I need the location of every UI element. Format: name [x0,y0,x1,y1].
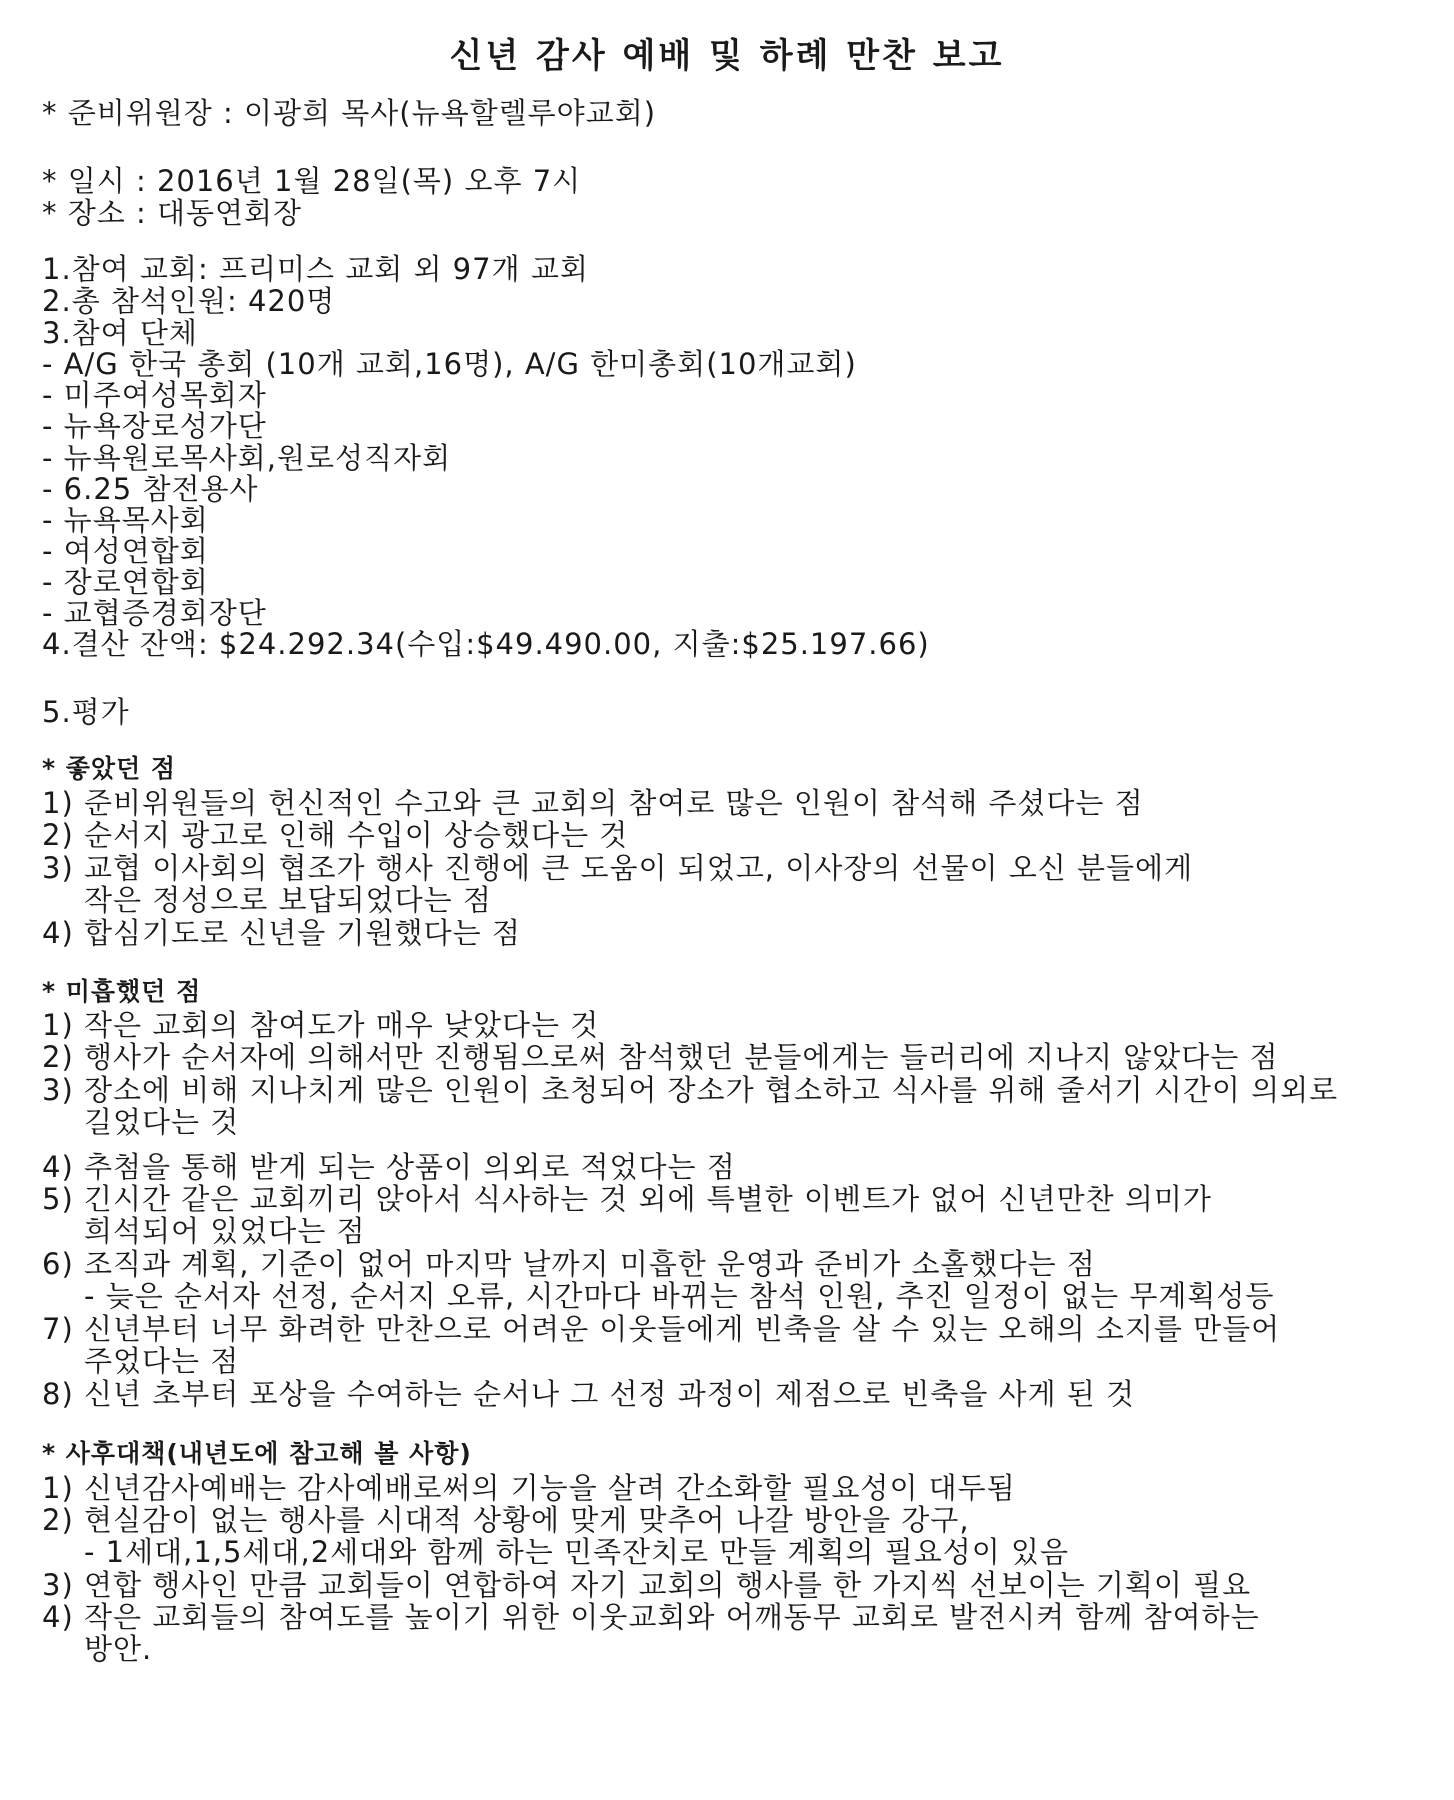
list-item: 2.총 참석인원: 420명 [42,284,336,318]
good-item: 4) 합심기도로 신년을 기원했다는 점 [42,916,521,950]
good-item: 1) 준비위원들의 헌신적인 수고와 큰 교회의 참여로 많은 인원이 참석해 주셨다는 점 [42,786,1144,820]
list-item: - 뉴욕목사회 [42,503,209,537]
plan-item-continuation: 방안. [84,1632,153,1666]
good-item: 3) 교협 이사회의 협조가 행사 진행에 큰 도움이 되었고, 이사장의 선물이 오신 분들에게 [42,851,1194,885]
date-line: * 일시 : 2016년 1월 28일(목) 오후 7시 [42,164,582,198]
list-item: - 미주여성목회자 [42,378,267,412]
list-item: - 장로연합회 [42,565,209,599]
plan-item: 3) 연합 행사인 만큼 교회들이 연합하여 자기 교회의 행사를 한 가지씩 선보이는 기획이 필요 [42,1568,1252,1602]
good-heading: * 좋았던 점 [42,754,177,783]
bad-item: 5) 긴시간 같은 교회끼리 앉아서 식사하는 것 외에 특별한 이벤트가 없어 신년만찬 의미가 [42,1182,1212,1216]
plan-item: 4) 작은 교회들의 참여도를 높이기 위한 이웃교회와 어깨동무 교회로 발전시켜 함께 참여하는 [42,1600,1260,1634]
bad-item: 6) 조직과 계획, 기준이 없어 마지막 날까지 미흡한 운영과 준비가 소홀했다는 점 [42,1247,1096,1281]
good-item: 2) 순서지 광고로 인해 수입이 상승했다는 것 [42,818,629,852]
bad-item-continuation: 주었다는 점 [84,1344,240,1378]
list-item: 1.참여 교회: 프리미스 교회 외 97개 교회 [42,252,589,286]
bad-item: 8) 신년 초부터 포상을 수여하는 순서나 그 선정 과정이 제점으로 빈축을 사게 된 것 [42,1377,1136,1411]
evaluation-heading: 5.평가 [42,695,130,729]
document-title: 신년 감사 예배 및 하례 만찬 보고 [449,36,1005,76]
plan-item: 1) 신년감사예배는 감사예배로써의 기능을 살려 간소화할 필요성이 대두됨 [42,1471,1016,1505]
plan-heading: * 사후대책(내년도에 참고해 볼 사항) [42,1439,472,1468]
bad-item: 4) 추첨을 통해 받게 되는 상품이 의외로 적었다는 점 [42,1150,736,1184]
place-line: * 장소 : 대동연회장 [42,196,303,230]
bad-item: 7) 신년부터 너무 화려한 만찬으로 어려운 이웃들에게 빈축을 살 수 있는 오해의 소지를 만들어 [42,1312,1281,1346]
list-item: - 뉴욕장로성가단 [42,409,267,443]
list-item: - 6.25 참전용사 [42,472,259,506]
plan-item-detail: - 1세대,1,5세대,2세대와 함께 하는 민족잔치로 만들 계획의 필요성이 있음 [84,1535,1070,1569]
list-item: - 교협증경회장단 [42,596,267,630]
bad-item: 2) 행사가 순서자에 의해서만 진행됨으로써 참석했던 분들에게는 들러리에 지나지 않았다는 점 [42,1040,1279,1074]
bad-item-continuation: 희석되어 있었다는 점 [84,1214,366,1248]
bad-item-detail: - 늦은 순서자 선정, 순서지 오류, 시간마다 바뀌는 참석 인원, 추진 일정이 없는 무계획성등 [84,1279,1275,1313]
list-item: 3.참여 단체 [42,316,198,350]
good-item-continuation: 작은 정성으로 보답되었다는 점 [84,883,492,917]
balance-line: 4.결산 잔액: $24.292.34(수입:$49.490.00, 지출:$25.197.66) [42,627,930,661]
list-item: - 여성연합회 [42,534,209,568]
list-item: - 뉴욕원로목사회,원로성직자회 [42,441,452,475]
plan-item: 2) 현실감이 없는 행사를 시대적 상황에 맞게 맞추어 나갈 방안을 강구, [42,1503,970,1537]
list-item: - A/G 한국 총회 (10개 교회,16명), A/G 한미총회(10개교회) [42,347,857,381]
bad-item: 1) 작은 교회의 참여도가 매우 낮았다는 것 [42,1008,600,1042]
bad-heading: * 미흡했던 점 [42,977,202,1006]
chair-line: * 준비위원장 : 이광희 목사(뉴욕할렐루야교회) [42,96,657,130]
bad-item: 3) 장소에 비해 지나치게 많은 인원이 초청되어 장소가 협소하고 식사를 위해 줄서기 시간이 의외로 [42,1073,1339,1107]
bad-item-continuation: 길었다는 것 [84,1105,240,1139]
